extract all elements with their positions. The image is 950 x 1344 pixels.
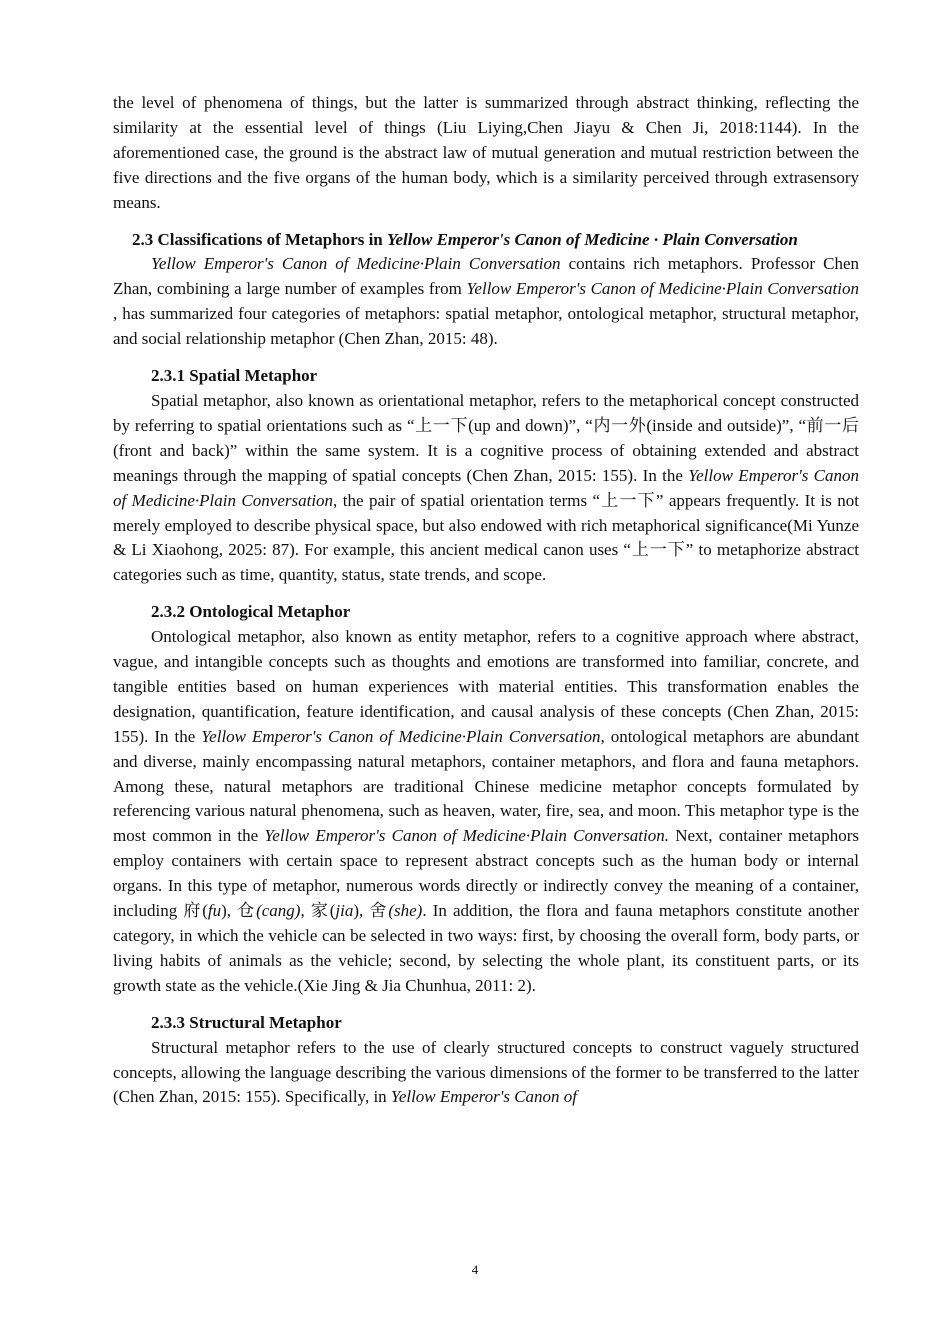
pinyin-term: (cang) [256,901,301,921]
paragraph-spatial-metaphor: Spatial metaphor, also known as orientational metaphor, refers to the metaphorical concept constructed by referring to spatial orientations such as “上一下(up and down)”, “内一外(inside and outside)”, “前一后(front and back)” within the same system. It is a cognitive process of obtaining extended and abstract meanings through the mapping of spatial concepts (Chen Zhan, 2015: 155). In the Yellow Emperor's Canon of Medicine·Plain Conversation, the pair of spatial orientation terms “上一下” appears frequently. It is not merely employed to describe physical space, but also endowed with rich metaphorical significance(Mi Yunze & Li Xiaohong, 2025: 87). For example, this ancient medical canon uses “上一下” to metaphorize abstract categories such as time, quantity, status, state trends, and scope. [113,390,859,585]
section-heading-number: 2.3 Classifications of Metaphors in [132,229,387,249]
subsection-heading-2-3-3: 2.3.3 Structural Metaphor [151,1012,342,1032]
subsection-heading-2-3-1: 2.3.1 Spatial Metaphor [151,366,318,386]
book-title: Yellow Emperor's Canon of Medicine·Plain Conversation. [264,826,670,846]
subsection-heading-2-3-2: 2.3.2 Ontological Metaphor [151,602,351,622]
pinyin-term: (she) [388,901,423,921]
paragraph-continued: the level of phenomena of things, but the latter is summarized through abstract thinking, reflecting the similarity at the essential level of things (Liu Liying,Chen Jiayu & Chen Ji, 2018:1144). In the aforementioned case, the ground is the abstract law of mutual generation and mutual restriction between the five directions and the five organs of the human body, which is a similarity perceived through extrasensory means. [113,93,859,212]
book-title: Yellow Emperor's Canon of Medicine·Plain Conversation [466,279,859,299]
page-body [113,91,859,1110]
paragraph-ontological-metaphor: Ontological metaphor, also known as entity metaphor, refers to a cognitive approach where abstract, vague, and intangible concepts such as thoughts and emotions are transformed into familiar, concrete, and tangible entities based on human experiences with material entities. This transformation enables the designation, quantification, feature identification, and causal analysis of these concepts (Chen Zhan, 2015: 155). In the Yellow Emperor's Canon of Medicine·Plain Conversation, ontological metaphors are abundant and diverse, mainly encompassing natural metaphors, container metaphors, and flora and fauna metaphors. Among these, natural metaphors are traditional Chinese medicine metaphor concepts formulated by referencing various natural phenomena, such as heaven, water, fire, sea, and moon. This metaphor type is the most common in the Yellow Emperor's Canon of Medicine·Plain Conversation. Next, container metaphors employ containers with certain space to represent abstract concepts such as the human body or internal organs. In this type of metaphor, numerous words directly or indirectly convey the meaning of a container, including 府(fu), 仓(cang), 家(jia), 舍(she). In addition, the flora and fauna metaphors constitute another category, in which the vehicle can be selected in two ways: first, by choosing the overall form, body parts, or living habits of animals as the vehicle; second, by selecting the whole plant, its constituent parts, or its growth state as the vehicle.(Xie Jing & Jia Chunhua, 2011: 2). [113,627,860,995]
book-title: Yellow Emperor's Canon of [390,1087,578,1107]
section-heading-2-3 [113,228,859,253]
pinyin-term: jia [335,901,354,921]
book-title: Yellow Emperor's Canon of Medicine·Plain Conversation [113,465,859,510]
book-title: Yellow Emperor's Canon of Medicine·Plain Conversation [151,254,561,274]
paragraph-structural-metaphor: Structural metaphor refers to the use of clearly structured concepts to construct vaguely structured concepts, allowing the language describing the various dimensions of the former to be transferred to the latter (Chen Zhan, 2015: 155). Specifically, in Yellow Emperor's Canon of [113,1037,859,1107]
book-title: Yellow Emperor's Canon of Medicine·Plain Conversation [201,726,601,746]
paragraph-classifications: Yellow Emperor's Canon of Medicine·Plain Conversation contains rich metaphors. Professor Chen Zhan, combining a large number of examples from Yellow Emperor's Canon of Medicine·Plain Conversation , has summarized four categories of metaphors: spatial metaphor, ontological metaphor, structural metaphor, and social relationship metaphor (Chen Zhan, 2015: 48). [113,254,859,349]
section-heading-title: Yellow Emperor's Canon of Medicine · Plain Conversation [387,229,798,249]
pinyin-term: fu [207,901,222,921]
page-number: 4 [471,1262,479,1277]
